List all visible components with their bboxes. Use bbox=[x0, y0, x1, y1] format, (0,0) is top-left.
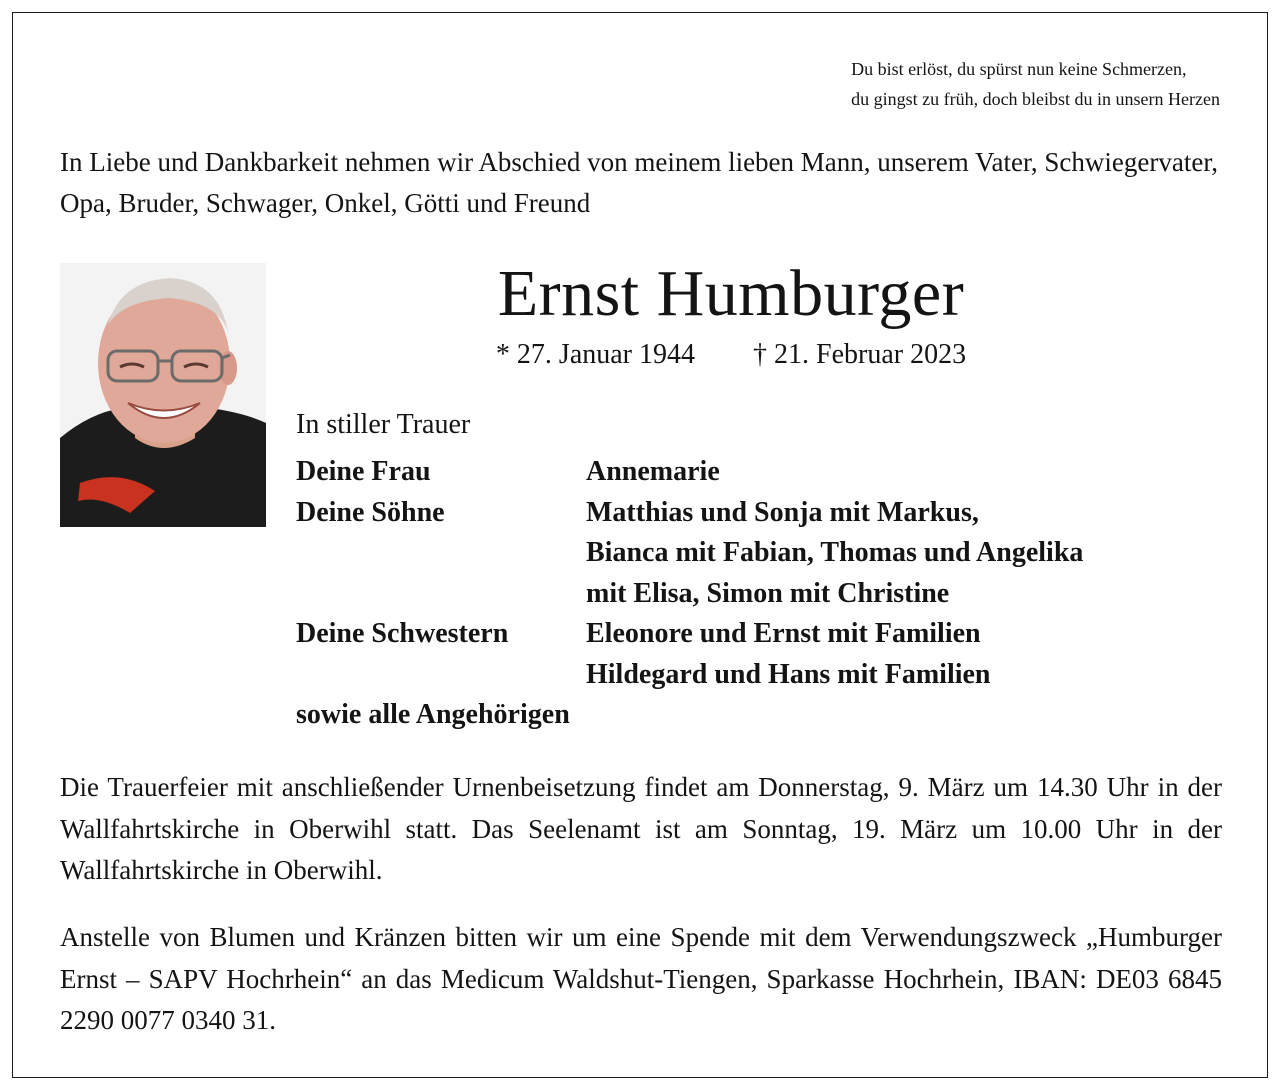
poem bbox=[851, 54, 1220, 114]
family-row-wife bbox=[296, 452, 1216, 493]
relation-names bbox=[586, 452, 720, 493]
family-list bbox=[296, 452, 1216, 736]
family-row-sons bbox=[296, 493, 1216, 615]
portrait-photo bbox=[60, 263, 266, 527]
relation-label: Deine Schwestern bbox=[296, 618, 509, 649]
relation-names bbox=[586, 493, 1083, 615]
poem-line-2: du gingst zu früh, doch bleibst du in unsern Herzen bbox=[851, 89, 1220, 109]
birth-date: * 27. Januar 1944 bbox=[495, 339, 695, 370]
family-closing: sowie alle Angehörigen bbox=[296, 699, 570, 730]
funeral-info: Die Trauerfeier mit anschließender Urnenbeisetzung findet am Donnerstag, 9. März um 14.30 Uhr in der Wallfahrtskirche in Oberwihl statt. Das Seelenamt ist am Sonntag, 19. März um 10.00 Uhr in der Wallfahrtskirche in Oberwihl. bbox=[60, 772, 1222, 885]
relation-label: Deine Söhne bbox=[296, 496, 445, 528]
deceased-name: Ernst Humburger bbox=[497, 257, 965, 330]
death-date: † 21. Februar 2023 bbox=[753, 339, 967, 370]
relation-label: Deine Frau bbox=[296, 456, 431, 487]
family-name-line: Annemarie bbox=[586, 456, 720, 487]
life-dates bbox=[296, 336, 1166, 374]
poem-line-1: Du bist erlöst, du spürst nun keine Schmerzen, bbox=[851, 59, 1187, 79]
mourning-line: In stiller Trauer bbox=[296, 409, 471, 440]
relation-names bbox=[586, 614, 991, 695]
family-name-line: Matthias und Sonja mit Markus, bbox=[586, 496, 979, 528]
family-row-sisters bbox=[296, 614, 1216, 695]
family-name-line: Hildegard und Hans mit Familien bbox=[586, 658, 991, 690]
family-name-line: Eleonore und Ernst mit Familien bbox=[586, 618, 981, 649]
donation-info: Anstelle von Blumen und Kränzen bitten wir um eine Spende mit dem Verwendungszweck „Humburger Ernst – SAPV Hochrhein“ an das Medicum Waldshut-Tiengen, Sparkasse Hochrhein, IBAN: DE03 6845 2290 0077 0340 31. bbox=[60, 922, 1222, 1035]
intro-text: In Liebe und Dankbarkeit nehmen wir Abschied von meinem lieben Mann, unserem Vater, Schwiegervater, Opa, Bruder, Schwager, Onkel, Götti und Freund bbox=[60, 147, 1218, 218]
family-name-line: Bianca mit Fabian, Thomas und Angelika bbox=[586, 537, 1084, 568]
family-name-line: mit Elisa, Simon mit Christine bbox=[586, 577, 950, 609]
